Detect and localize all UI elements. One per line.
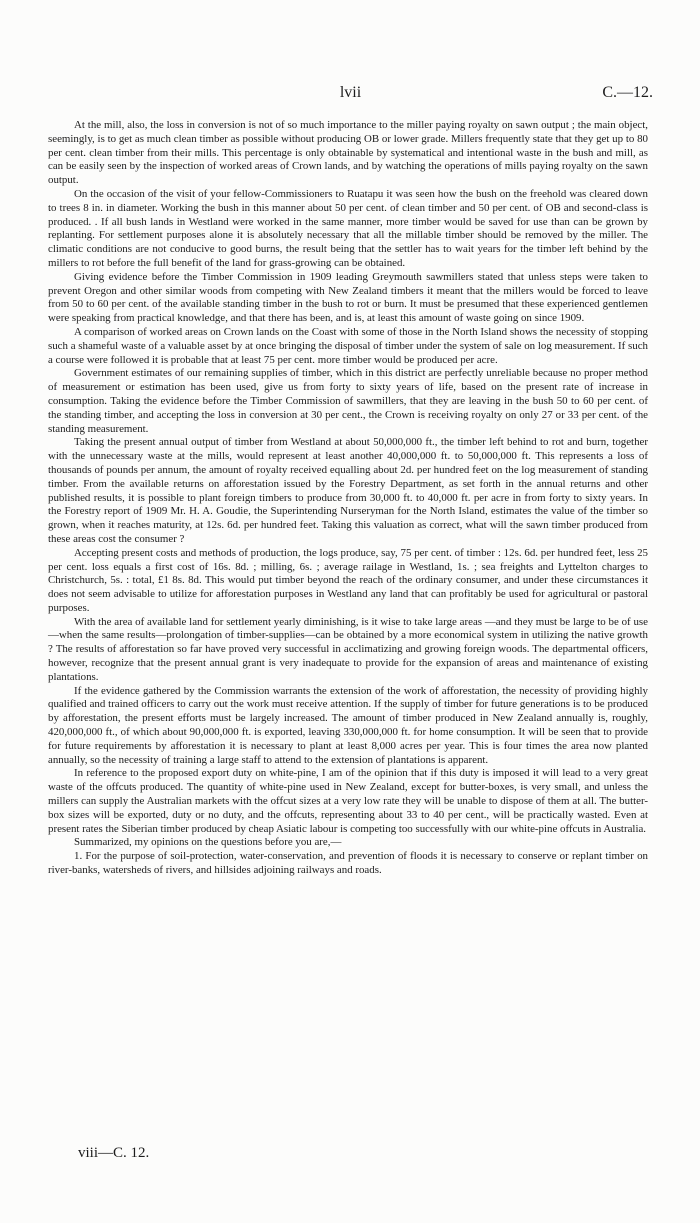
- document-reference: C.—12.: [602, 84, 653, 101]
- paragraph: Government estimates of our remaining supplies of timber, which in this district are perfectly unreliable because no proper method of measurement or estimation has been used, give us from forty to sixty years of life, based on the present rate of increase in consumption. Taking the evidence before the Timber Commission of sawmillers, that they are leaving in the bush 50 to 60 per cent. of the standing timber, and accepting the loss in conversion at 30 per cent., the Crown is receiving royalty on only 27 or 33 per cent. of the standing measurement.: [48, 367, 648, 435]
- paragraph: In reference to the proposed export duty on white-pine, I am of the opinion that if this duty is imposed it will lead to a very great waste of the offcuts produced. The quantity of white-pine used in New Zealand, except for butter-boxes, is very small, and unless the millers can supply the Australian markets with the offcut sizes at a very low rate they will be unable to dispose of them at all. The butter-box sizes will be exported, duty or no duty, and the offcuts, representing about 33 to 40 per cent., will be practically wasted. Even at present rates the Siberian timber produced by cheap Asiatic labour is competing too successfully with our white-pine offcuts in Australia.: [48, 767, 648, 835]
- paragraph: Summarized, my opinions on the questions before you are,—: [74, 836, 342, 849]
- paragraph: Giving evidence before the Timber Commission in 1909 leading Greymouth sawmillers stated that unless steps were taken to prevent Oregon and other similar woods from competing with New Zealand timbers it meant that the millers would be forced to leave from 50 to 60 per cent. of the available standing timber in the bush to rot or burn. It must be presumed that these experienced gentlemen were speaking from practical knowledge, and that there has been, and is, at least this amount of waste going on since 1909.: [48, 270, 648, 325]
- paragraph: A comparison of worked areas on Crown lands on the Coast with some of those in the North Island shows the necessity of stopping such a shameful waste of a valuable asset by at once bringing the disposal of timber under the system of sale on log measurement. If such a course were followed it is probable that at least 75 per cent. more timber would be produced per acre.: [48, 325, 648, 366]
- paragraph: Taking the present annual output of timber from Westland at about 50,000,000 ft., the timber left behind to rot and burn, together with the unnecessary waste at the mills, would represent at least another 40,000,000 ft. to 50,000,000 ft. This represents a loss of thousands of pounds per annum, the amount of royalty received equalling about 2d. per hundred feet on the log measurement of standing timber. From the available returns on afforestation issued by the Forestry Department, as set forth in the annual returns and other published results, it is possible to plant foreign timbers to produce from 30,000 ft. to 40,000 ft. per acre in from forty to sixty years. In the Forestry report of 1909 Mr. H. A. Goudie, the Superintending Nurseryman for the North Island, estimates the value of the timber so grown, when it reaches maturity, at 12s. 6d. per hundred feet. Taking this valuation as correct, what will the sawn timber produced from these areas cost the consumer ?: [48, 436, 648, 545]
- page-header: [48, 84, 653, 108]
- paragraph: If the evidence gathered by the Commission warrants the extension of the work of afforestation, the necessity of providing highly qualified and trained officers to carry out the work must receive attention. If the supply of timber for future generations is to be produced by afforestation, the present efforts must be largely increased. The amount of timber produced in New Zealand annually is, roughly, 420,000,000 ft., of which about 90,000,000 ft. is exported, leaving 330,000,000 ft. for home consumption. It will be seen that to provide for future requirements by afforestation it is necessary to plant at least 8,000 acres per year. This is four times the area now planted annually, so the necessity of training a large staff to attend to the extension of plantations is apparent.: [48, 684, 648, 766]
- paragraph: At the mill, also, the loss in conversion is not of so much importance to the miller paying royalty on sawn output ; the main object, seemingly, is to get as much clean timber as possible without producing OB or lower grade. Millers frequently state that they get up to 80 per cent. clean timber from their mills. This percentage is only obtainable by systematical and intentional waste in the bush and mill, as can be easily seen by the inspection of worked areas of Crown lands, and by watching the operations of mills paying royalty on the sawn output.: [48, 119, 648, 187]
- numbered-item: 1. For the purpose of soil-protection, water-conservation, and prevention of floods it is necessary to conserve or replant timber on river-banks, watersheds of rivers, and hillsides adjoining railways and roads.: [48, 850, 648, 877]
- paragraph: On the occasion of the visit of your fellow-Commissioners to Ruatapu it was seen how the bush on the freehold was cleared down to trees 8 in. in diameter. Working the bush in this manner about 50 per cent. of clean timber and 50 per cent. of OB and second-class is produced. . If all bush lands in Westland were worked in the same manner, more timber would be saved for use than can be grown by replanting. For settlement purposes alone it is absolutely necessary that all the millable timber should be removed by the miller. The climatic conditions are not conducive to good burns, the result being that the settler has to wait years for the timber left behind by the millers to rot before the full benefit of the land for grass-growing can be obtained.: [48, 187, 648, 269]
- paragraph: Accepting present costs and methods of production, the logs produce, say, 75 per cent. of timber : 12s. 6d. per hundred feet, less 25 per cent. loss equals a first cost of 16s. 8d. ; milling, 6s. ; average railage in Westland, 1s. ; sea freights and Lyttelton charges to Christchurch, 5s. : total, £1 8s. 8d. This would put timber beyond the reach of the ordinary consumer, and under these circumstances it does not seem advisable to utilize for afforestation purposes in Westland any land that can profitably be used for agricultural or pastoral purposes.: [48, 546, 648, 614]
- page-number: lvii: [339, 84, 362, 101]
- paragraph: With the area of available land for settlement yearly diminishing, is it wise to take large areas —and they must be large to be of use—when the same results—prolongation of timber-supplies—can be obtained by a more economical system in utilizing the native growth ? The results of afforestation so far have proved very successful in acclimatizing and growing foreign woods. The departmental officers, however, recognize that the present annual grant is very inadequate to provide for the expansion of areas and maintenance of existing plantations.: [48, 615, 648, 683]
- body-text: [48, 119, 648, 878]
- signature-mark: viii—C. 12.: [78, 1145, 150, 1161]
